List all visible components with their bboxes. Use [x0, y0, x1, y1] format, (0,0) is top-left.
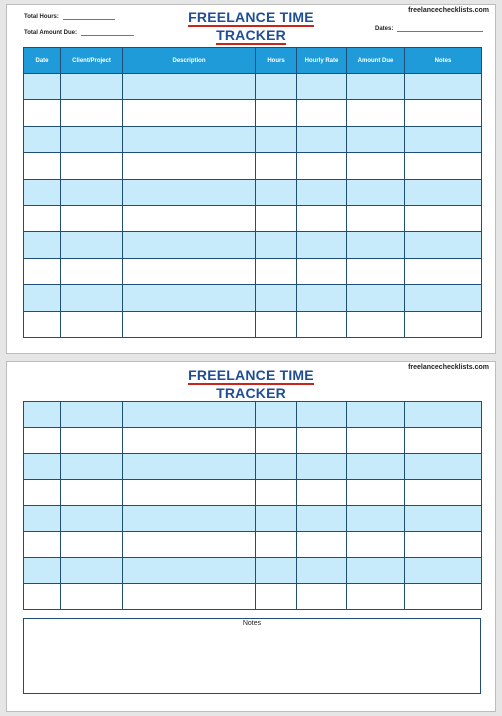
table-cell[interactable] — [405, 480, 482, 506]
table-cell[interactable] — [24, 311, 61, 337]
title-line-2: TRACKER — [216, 27, 286, 43]
table-cell[interactable] — [405, 454, 482, 480]
table-cell[interactable] — [24, 532, 61, 558]
table-cell[interactable] — [405, 285, 482, 311]
table-cell[interactable] — [297, 205, 347, 231]
table-cell[interactable] — [123, 532, 256, 558]
table-cell[interactable] — [61, 205, 123, 231]
table-cell[interactable] — [61, 506, 123, 532]
table-row — [24, 205, 482, 231]
table-cell[interactable] — [297, 232, 347, 258]
table-cell[interactable] — [347, 532, 405, 558]
page-title — [7, 9, 495, 45]
table-cell[interactable] — [297, 258, 347, 284]
table-cell[interactable] — [405, 258, 482, 284]
table-cell[interactable] — [61, 532, 123, 558]
table-cell[interactable] — [24, 179, 61, 205]
table-cell[interactable] — [405, 584, 482, 610]
table-cell[interactable] — [123, 258, 256, 284]
table-cell[interactable] — [256, 258, 297, 284]
column-header-notes: Notes — [405, 48, 482, 74]
table-cell[interactable] — [405, 100, 482, 126]
total-hours-label: Total Hours: — [24, 14, 59, 20]
table-row — [24, 258, 482, 284]
table-cell[interactable] — [123, 74, 256, 100]
table-cell[interactable] — [123, 232, 256, 258]
site-url: freelancechecklists.com — [408, 7, 489, 14]
dates-label: Dates: — [375, 26, 394, 32]
table-row — [24, 232, 482, 258]
table-cell[interactable] — [256, 532, 297, 558]
table-cell[interactable] — [256, 480, 297, 506]
table-cell[interactable] — [297, 454, 347, 480]
table-row — [24, 558, 482, 584]
table-row — [24, 311, 482, 337]
table-header-row — [24, 48, 482, 74]
table-cell[interactable] — [347, 126, 405, 152]
table-cell[interactable] — [61, 232, 123, 258]
table-cell[interactable] — [405, 402, 482, 428]
table-cell[interactable] — [123, 402, 256, 428]
table-cell[interactable] — [24, 205, 61, 231]
tracker-page-2 — [6, 361, 496, 712]
table-cell[interactable] — [256, 285, 297, 311]
table-cell[interactable] — [61, 100, 123, 126]
column-header-hourly-rate: Hourly Rate — [297, 48, 347, 74]
table-cell[interactable] — [297, 74, 347, 100]
table-cell[interactable] — [61, 153, 123, 179]
table-cell[interactable] — [256, 126, 297, 152]
table-cell[interactable] — [347, 100, 405, 126]
table-cell[interactable] — [297, 311, 347, 337]
column-header-description: Description — [123, 48, 256, 74]
table-cell[interactable] — [297, 480, 347, 506]
table-cell[interactable] — [256, 584, 297, 610]
table-cell[interactable] — [347, 480, 405, 506]
table-cell[interactable] — [297, 506, 347, 532]
table-cell[interactable] — [297, 402, 347, 428]
title-line-1: FREELANCE TIME — [188, 9, 314, 25]
table-cell[interactable] — [347, 232, 405, 258]
table-row — [24, 428, 482, 454]
site-url: freelancechecklists.com — [408, 364, 489, 371]
table-cell[interactable] — [347, 584, 405, 610]
table-cell[interactable] — [256, 506, 297, 532]
table-cell[interactable] — [297, 285, 347, 311]
table-cell[interactable] — [297, 584, 347, 610]
table-cell[interactable] — [347, 454, 405, 480]
table-cell[interactable] — [61, 285, 123, 311]
total-amount-label: Total Amount Due: — [24, 30, 77, 36]
table-cell[interactable] — [24, 285, 61, 311]
table-row — [24, 285, 482, 311]
table-cell[interactable] — [405, 232, 482, 258]
table-cell[interactable] — [347, 285, 405, 311]
table-cell[interactable] — [256, 454, 297, 480]
table-cell[interactable] — [24, 480, 61, 506]
table-cell[interactable] — [347, 258, 405, 284]
table-cell[interactable] — [61, 428, 123, 454]
table-cell[interactable] — [61, 179, 123, 205]
table-cell[interactable] — [123, 506, 256, 532]
table-cell[interactable] — [123, 126, 256, 152]
table-cell[interactable] — [61, 258, 123, 284]
table-cell[interactable] — [405, 311, 482, 337]
table-cell[interactable] — [256, 311, 297, 337]
table-cell[interactable] — [61, 126, 123, 152]
table-cell[interactable] — [61, 402, 123, 428]
table-cell[interactable] — [61, 480, 123, 506]
title-line-2: TRACKER — [216, 385, 286, 401]
table-cell[interactable] — [405, 179, 482, 205]
table-row — [24, 532, 482, 558]
table-cell[interactable] — [24, 428, 61, 454]
table-cell[interactable] — [61, 558, 123, 584]
table-cell[interactable] — [347, 506, 405, 532]
column-header-date: Date — [24, 48, 61, 74]
table-cell[interactable] — [297, 126, 347, 152]
time-log-table — [23, 47, 482, 338]
table-cell[interactable] — [24, 126, 61, 152]
table-cell[interactable] — [347, 205, 405, 231]
table-cell[interactable] — [61, 311, 123, 337]
table-cell[interactable] — [297, 428, 347, 454]
table-cell[interactable] — [405, 126, 482, 152]
table-cell[interactable] — [61, 584, 123, 610]
table-cell[interactable] — [405, 205, 482, 231]
table-cell[interactable] — [61, 74, 123, 100]
table-row — [24, 584, 482, 610]
table-cell[interactable] — [405, 532, 482, 558]
table-cell[interactable] — [24, 584, 61, 610]
column-header-client-project: Client/Project — [61, 48, 123, 74]
table-cell[interactable] — [256, 74, 297, 100]
table-cell[interactable] — [297, 179, 347, 205]
table-cell[interactable] — [347, 179, 405, 205]
table-cell[interactable] — [24, 402, 61, 428]
table-cell[interactable] — [347, 402, 405, 428]
table-cell[interactable] — [347, 311, 405, 337]
table-cell[interactable] — [123, 428, 256, 454]
table-cell[interactable] — [256, 428, 297, 454]
table-cell[interactable] — [405, 428, 482, 454]
table-cell[interactable] — [347, 153, 405, 179]
table-cell[interactable] — [256, 402, 297, 428]
table-cell[interactable] — [24, 558, 61, 584]
table-cell[interactable] — [123, 584, 256, 610]
table-cell[interactable] — [256, 558, 297, 584]
table-cell[interactable] — [24, 506, 61, 532]
table-row — [24, 153, 482, 179]
table-cell[interactable] — [24, 258, 61, 284]
table-row — [24, 126, 482, 152]
table-cell[interactable] — [123, 205, 256, 231]
table-cell[interactable] — [347, 74, 405, 100]
table-cell[interactable] — [61, 454, 123, 480]
table-cell[interactable] — [405, 74, 482, 100]
column-header-amount-due: Amount Due — [347, 48, 405, 74]
table-cell[interactable] — [256, 153, 297, 179]
table-row — [24, 402, 482, 428]
table-row — [24, 480, 482, 506]
table-cell[interactable] — [24, 100, 61, 126]
table-cell[interactable] — [297, 100, 347, 126]
table-row — [24, 454, 482, 480]
table-cell[interactable] — [297, 153, 347, 179]
table-cell[interactable] — [405, 506, 482, 532]
table-cell[interactable] — [297, 532, 347, 558]
table-cell[interactable] — [123, 285, 256, 311]
notes-box-label: Notes — [242, 620, 262, 627]
table-cell[interactable] — [24, 74, 61, 100]
title-line-1: FREELANCE TIME — [188, 367, 314, 383]
table-cell[interactable] — [123, 454, 256, 480]
table-cell[interactable] — [123, 100, 256, 126]
table-cell[interactable] — [123, 179, 256, 205]
table-cell[interactable] — [405, 153, 482, 179]
table-cell[interactable] — [405, 558, 482, 584]
table-row — [24, 100, 482, 126]
table-cell[interactable] — [123, 153, 256, 179]
table-cell[interactable] — [123, 311, 256, 337]
table-cell[interactable] — [24, 232, 61, 258]
table-cell[interactable] — [347, 558, 405, 584]
table-cell[interactable] — [123, 558, 256, 584]
table-row — [24, 74, 482, 100]
column-header-hours: Hours — [256, 48, 297, 74]
table-cell[interactable] — [256, 232, 297, 258]
page-title — [7, 367, 495, 403]
table-cell[interactable] — [297, 558, 347, 584]
table-row — [24, 506, 482, 532]
table-cell[interactable] — [347, 428, 405, 454]
table-cell[interactable] — [256, 179, 297, 205]
table-cell[interactable] — [24, 153, 61, 179]
time-log-table-continued — [23, 401, 482, 610]
table-cell[interactable] — [24, 454, 61, 480]
table-cell[interactable] — [256, 100, 297, 126]
table-cell[interactable] — [256, 205, 297, 231]
notes-box[interactable] — [23, 618, 481, 694]
table-row — [24, 179, 482, 205]
tracker-page-1 — [6, 4, 496, 354]
table-cell[interactable] — [123, 480, 256, 506]
